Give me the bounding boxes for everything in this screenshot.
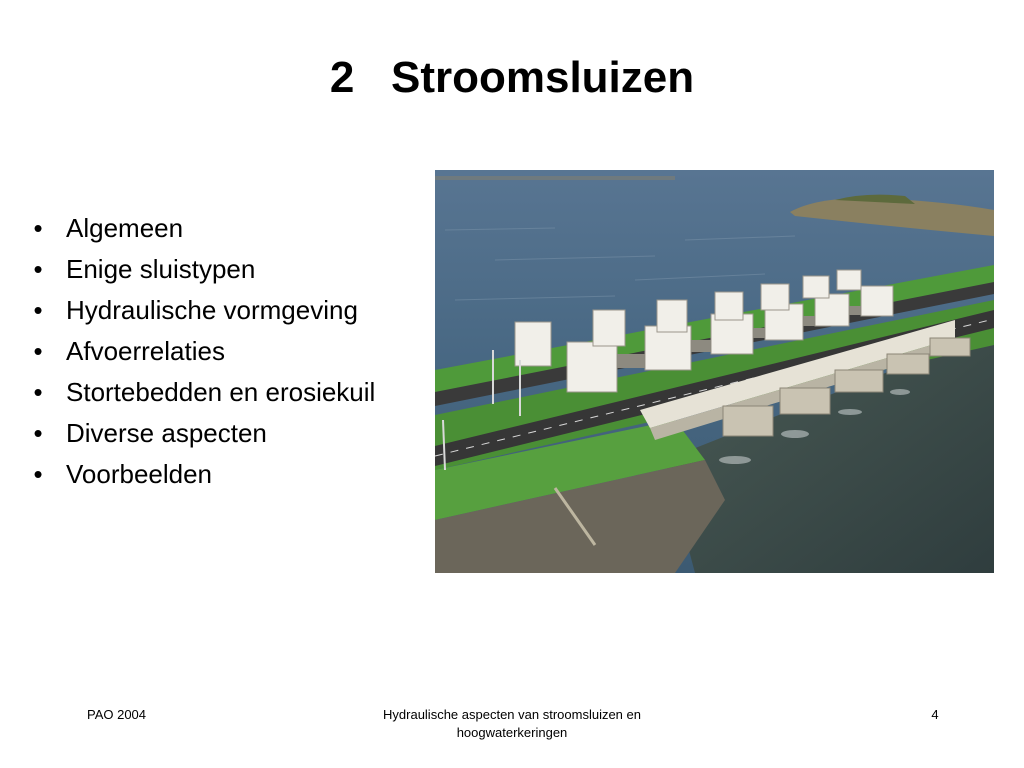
bullet-text: Stortebedden en erosiekuil: [66, 377, 376, 407]
bullet-text: Diverse aspecten: [66, 418, 267, 448]
bullet-text: Afvoerrelaties: [66, 336, 225, 366]
bullet-text: Enige sluistypen: [66, 254, 256, 284]
aerial-photo-icon: [435, 170, 994, 573]
bullet-icon: •: [33, 213, 43, 243]
bullet-text: Voorbeelden: [66, 459, 213, 489]
footer-center-text: Hydraulische aspecten van stroomsluizen en hoogwaterkeringen: [383, 707, 641, 740]
footer-left-text: PAO 2004: [87, 707, 147, 722]
page-number: 4: [931, 707, 939, 722]
bullet-icon: •: [33, 295, 43, 325]
bullet-icon: •: [33, 254, 43, 284]
slide-title: 2 Stroomsluizen: [329, 53, 695, 102]
bullet-icon: •: [33, 336, 43, 366]
list-item: [28, 413, 375, 454]
list-item: [28, 249, 375, 290]
bullet-icon: •: [33, 377, 43, 407]
list-item: [28, 208, 375, 249]
bullet-text: Hydraulische vormgeving: [66, 295, 358, 325]
bullet-text: Algemeen: [66, 213, 184, 243]
list-item: [28, 454, 375, 495]
aerial-photo: [435, 170, 994, 573]
bullet-icon: •: [33, 418, 43, 448]
list-item: [28, 290, 375, 331]
list-item: [28, 331, 375, 372]
bullet-icon: •: [33, 459, 43, 489]
bullet-list: [28, 208, 375, 495]
list-item: [28, 372, 375, 413]
